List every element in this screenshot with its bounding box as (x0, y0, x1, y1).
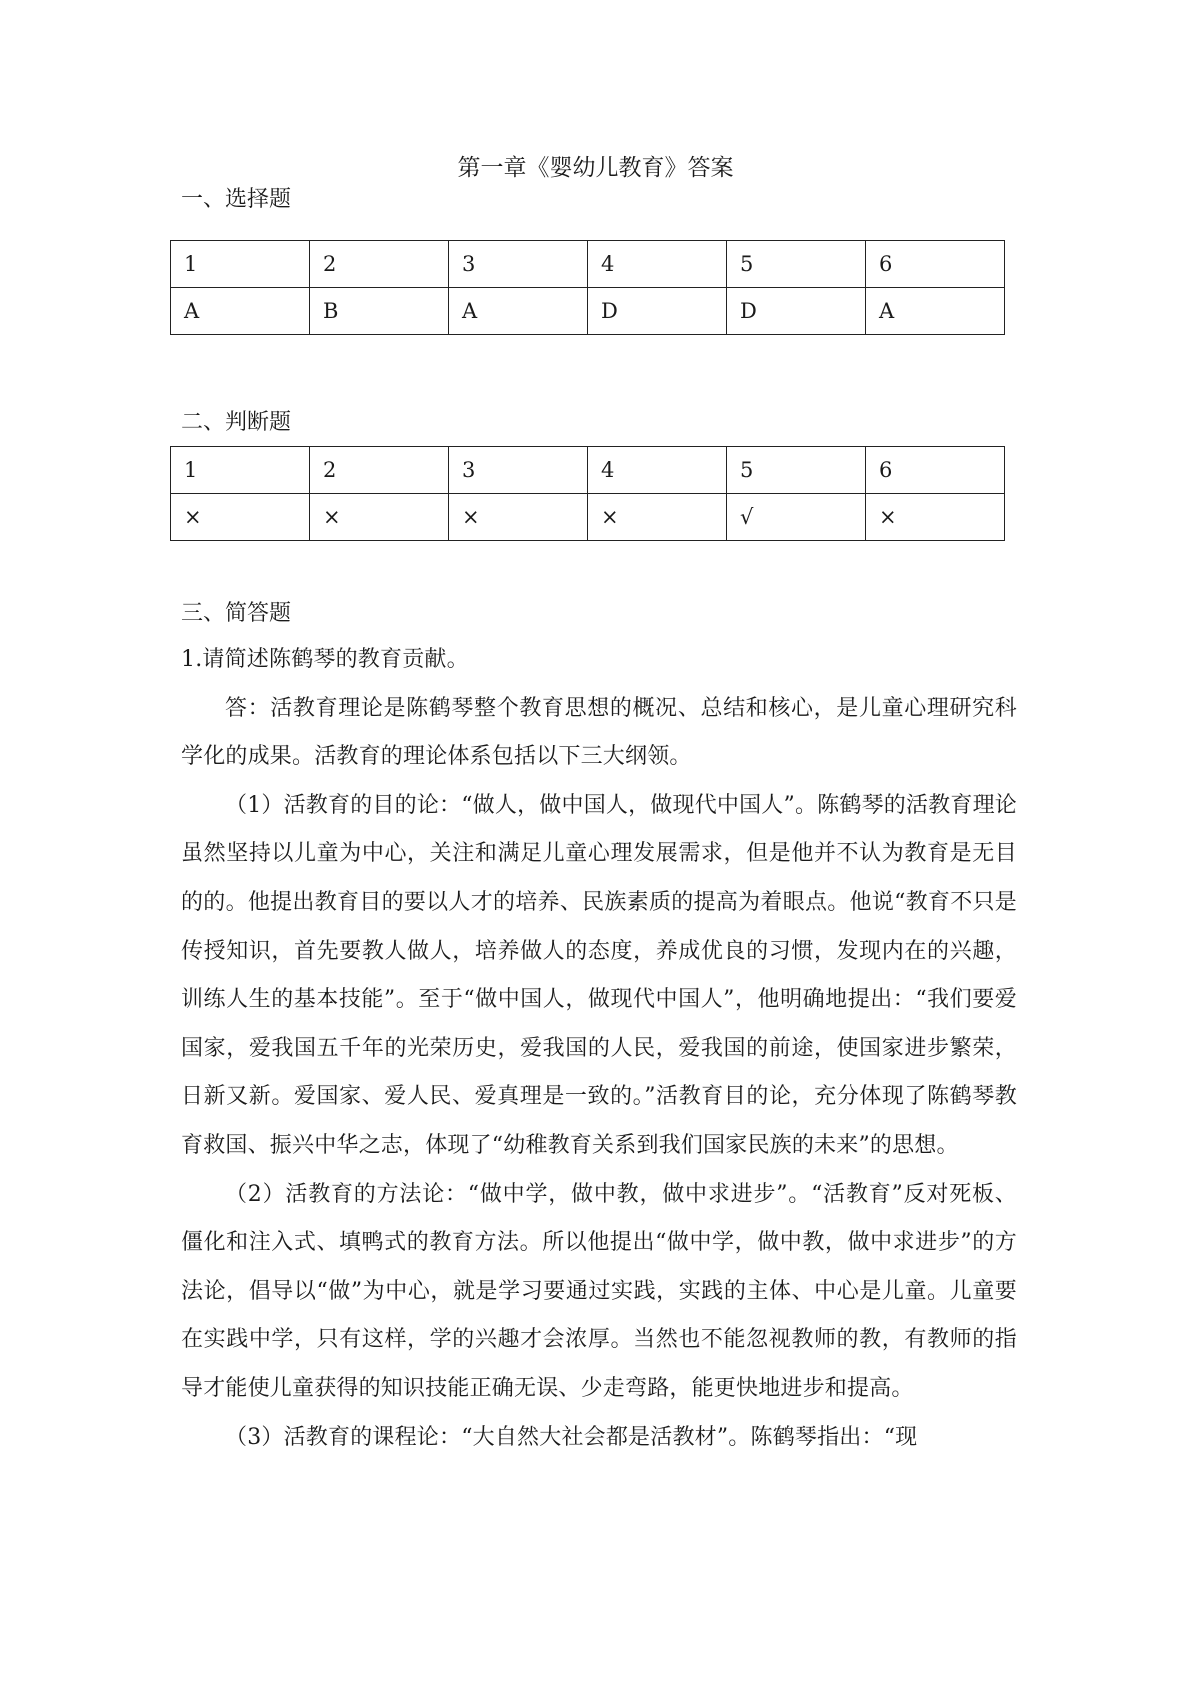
table-header-cell: 2 (310, 241, 449, 288)
table-row (171, 288, 1005, 335)
table-answer-cell: × (171, 494, 310, 541)
answer-paragraph: （3）活教育的课程论：“大自然大社会都是活教材”。陈鹤琴指出：“现 (225, 1424, 918, 1450)
section-heading-judgment: 二、判断题 (181, 410, 292, 435)
table-header-cell: 5 (727, 447, 866, 494)
answer-paragraph: （2）活教育的方法论：“做中学，做中教，做中求进步”。“活教育”反对死板、僵化和注入式、填鸭式的教育方法。所以他提出“做中学，做中教，做中求进步”的方法论，倡导以“做”为中心，就是学习要通过实践，实践的主体、中心是儿童。儿童要在实践中学，只有这样，学的兴趣才会浓厚。当然也不能忽视教师的教，有教师的指导才能使儿童获得的知识技能正确无误、少走弯路，能更快地进步和提高。 (181, 1181, 1017, 1401)
answer-paragraph: （1）活教育的目的论：“做人，做中国人，做现代中国人”。陈鹤琴的活教育理论虽然坚持以儿童为中心，关注和满足儿童心理发展需求，但是他并不认为教育是无目的的。他提出教育目的要以人才的培养、民族素质的提高为着眼点。他说“教育不只是传授知识，首先要教人做人，培养做人的态度，养成优良的习惯，发现内在的兴趣，训练人生的基本技能”。至于“做中国人，做现代中国人”，他明确地提出：“我们要爱国家，爱我国五千年的光荣历史，爱我国的人民，爱我国的前途，使国家进步繁荣，日新又新。爱国家、爱人民、爱真理是一致的。”活教育目的论，充分体现了陈鹤琴教育救国、振兴中华之志，体现了“幼稚教育关系到我们国家民族的未来”的思想。 (181, 792, 1017, 1158)
section-heading-short-answer: 三、简答题 (181, 601, 292, 626)
table-answer-cell: B (310, 288, 449, 335)
table-answer-cell: A (866, 288, 1005, 335)
table-answer-cell: D (727, 288, 866, 335)
table-answer-cell: D (588, 288, 727, 335)
table-answer-cell: √ (727, 494, 866, 541)
table-header-cell: 4 (588, 447, 727, 494)
table-header-cell: 3 (449, 447, 588, 494)
table-header-cell: 5 (727, 241, 866, 288)
table-row (171, 241, 1005, 288)
short-answer-body (181, 636, 1017, 1462)
table-header-cell: 6 (866, 241, 1005, 288)
judgment-answer-table (170, 446, 1005, 541)
table-header-cell: 4 (588, 241, 727, 288)
question-text: 1.请简述陈鹤琴的教育贡献。 (181, 647, 469, 672)
table-header-cell: 2 (310, 447, 449, 494)
table-row (171, 494, 1005, 541)
table-answer-cell: × (866, 494, 1005, 541)
table-answer-cell: A (449, 288, 588, 335)
table-answer-cell: × (449, 494, 588, 541)
table-answer-cell: A (171, 288, 310, 335)
answer-paragraph: 答：活教育理论是陈鹤琴整个教育思想的概况、总结和核心，是儿童心理研究科学化的成果。活教育的理论体系包括以下三大纲领。 (181, 695, 1017, 770)
table-header-cell: 1 (171, 447, 310, 494)
table-row (171, 447, 1005, 494)
page-title: 第一章《婴幼儿教育》答案 (457, 155, 734, 181)
section-heading-choice: 一、选择题 (181, 187, 292, 212)
table-answer-cell: × (310, 494, 449, 541)
table-header-cell: 3 (449, 241, 588, 288)
choice-answer-table (170, 240, 1005, 335)
table-answer-cell: × (588, 494, 727, 541)
table-header-cell: 1 (171, 241, 310, 288)
table-header-cell: 6 (866, 447, 1005, 494)
